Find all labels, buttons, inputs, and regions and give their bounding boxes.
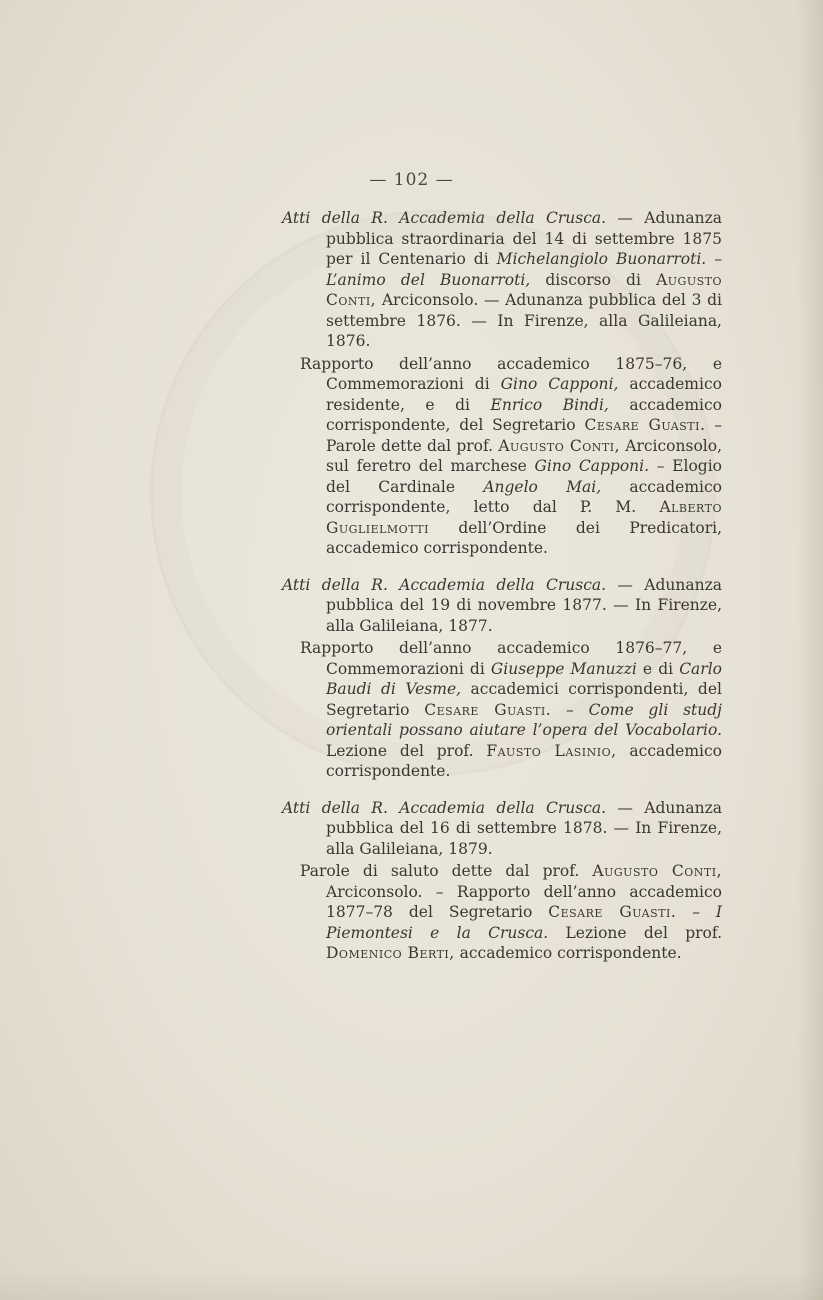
- entry-heading: Atti della R. Accademia della Crusca. — Adunanza pubblica del 19 di novembre 1877. — In Firenze, alla Galileiana, 1877.: [282, 575, 722, 635]
- author-name: Augusto Conti,: [498, 436, 621, 455]
- entry-description: Parole di saluto dette dal prof. Augusto Conti, Arciconsolo. – Rapporto dell’anno accademico 1877–78 del Segretario Cesare Guasti. – I Piemontesi e la Crusca. Lezione del prof. Domenico Berti, accademico corrispondente.: [300, 862, 723, 962]
- person-name: Carlo Baudi di Vesme,: [326, 659, 722, 698]
- author-name: Fausto Lasinio,: [486, 741, 617, 760]
- person-name: Giuseppe Manuzzi: [490, 659, 637, 678]
- person-name: Gino Capponi.: [534, 457, 650, 475]
- author-name: Alberto Guglielmotti: [326, 498, 722, 537]
- person-name: Gino Capponi,: [500, 375, 619, 393]
- bibliography-entry-1: [282, 208, 722, 559]
- entry-description: Rapporto dell’anno accademico 1875–76, e Commemorazioni di Gino Capponi, accademico residente, e di Enrico Bindi, accademico corrispondente, del Segretario Cesare Guasti. – Parole dette dal prof. Augusto Conti, Arciconsolo, sul feretro del marchese Gino Capponi. – Elogio del Cardinale Angelo Mai, accademico corrispondente, letto dal P. M. Alberto Guglielmotti dell’Ordine dei Predicatori, accademico corrispondente.: [300, 354, 722, 557]
- author-name: Augusto Conti,: [326, 270, 722, 309]
- author-name: Augusto Conti,: [592, 862, 723, 880]
- bibliography-entry-2: [282, 575, 722, 782]
- work-title: L’animo del Buonarroti,: [326, 270, 531, 289]
- series-title: Atti della R. Accademia della Crusca.: [282, 209, 607, 227]
- bibliography-entry-3: [282, 798, 722, 964]
- page-number: — 102 —: [369, 170, 454, 190]
- person-name: Enrico Bindi,: [490, 395, 609, 414]
- author-name: Cesare Guasti.: [424, 700, 552, 719]
- entry-heading: Atti della R. Accademia della Crusca. — Adunanza pubblica del 16 di settembre 1878. — In Firenze, alla Galileiana, 1879.: [282, 798, 722, 858]
- work-title: I Piemontesi e la Crusca.: [326, 903, 723, 942]
- person-name: Angelo Mai,: [483, 477, 602, 496]
- author-name: Cesare Guasti.: [548, 903, 677, 921]
- bibliography-text: [282, 208, 722, 980]
- author-name: Domenico Berti,: [326, 944, 455, 962]
- series-title: Atti della R. Accademia della Crusca.: [282, 798, 607, 817]
- author-name: Cesare Guasti.: [584, 416, 706, 434]
- person-name: Michelangiolo Buonarroti.: [496, 250, 707, 268]
- work-title: Come gli studj orientali possano aiutare l’opera del Vocabolario.: [326, 700, 722, 739]
- entry-description: Rapporto dell’anno accademico 1876–77, e Commemorazioni di Giuseppe Manuzzi e di Carlo Baudi di Vesme, accademici corrispondenti, del Segretario Cesare Guasti. – Come gli studj orientali possano aiutare l’opera del Vocabolario. Lezione del prof. Fausto Lasinio, accademico corrispondente.: [300, 639, 722, 780]
- entry-heading: Atti della R. Accademia della Crusca. — Adunanza pubblica straordinaria del 14 di settembre 1875 per il Centenario di Michelangiolo Buonarroti. – L’animo del Buonarroti, discorso di Augusto Conti, Arciconsolo. — Adunanza pubblica del 3 di settembre 1876. — In Firenze, alla Galileiana, 1876.: [282, 209, 722, 350]
- series-title: Atti della R. Accademia della Crusca.: [282, 575, 607, 594]
